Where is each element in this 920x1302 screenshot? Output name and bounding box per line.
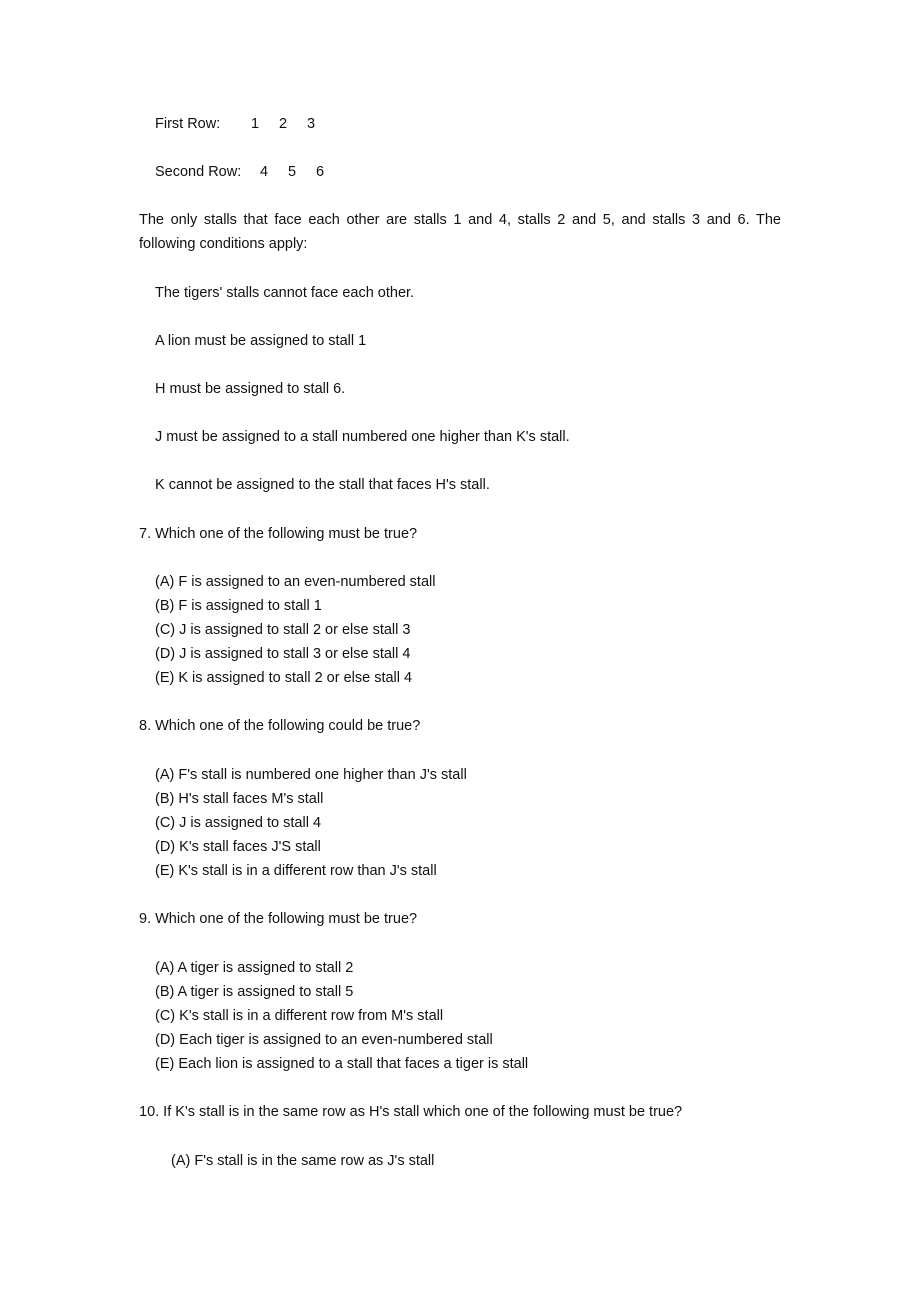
answer-option: (A) A tiger is assigned to stall 2 [155,960,354,976]
first-row-label: First Row: [155,116,221,132]
answer-option: (B) H's stall faces M's stall [155,791,324,807]
condition-item: The tigers' stalls cannot face each other. [155,285,415,301]
answer-option: (E) Each lion is assigned to a stall that faces a tiger is stall [155,1056,529,1072]
condition-item: J must be assigned to a stall numbered one higher than K's stall. [155,429,570,445]
stall-number: 1 [250,116,260,132]
question-text: 9. Which one of the following must be true? [139,911,418,927]
answer-option: (A) F's stall is in the same row as J's stall [171,1153,435,1169]
answer-option: (A) F is assigned to an even-numbered stall [155,574,436,590]
stall-number: 4 [259,164,269,180]
answer-option: (B) F is assigned to stall 1 [155,598,322,614]
question-text: 10. If K's stall is in the same row as H's stall which one of the following must be true? [139,1104,683,1120]
answer-option: (D) J is assigned to stall 3 or else stall 4 [155,646,411,662]
stall-number: 3 [306,116,316,132]
answer-option: (C) J is assigned to stall 4 [155,815,322,831]
condition-item: H must be assigned to stall 6. [155,381,346,397]
question-text: 7. Which one of the following must be true? [139,526,418,542]
answer-option: (C) K's stall is in a different row from M's stall [155,1008,444,1024]
condition-item: A lion must be assigned to stall 1 [155,333,367,349]
answer-option: (B) A tiger is assigned to stall 5 [155,984,354,1000]
answer-option: (A) F's stall is numbered one higher than J's stall [155,767,467,783]
answer-option: (E) K is assigned to stall 2 or else stall 4 [155,670,413,686]
second-row-line [155,160,334,184]
stall-number: 2 [278,116,288,132]
answer-option: (D) K's stall faces J'S stall [155,839,321,855]
answer-option: (E) K's stall is in a different row than J's stall [155,863,437,879]
stall-number: 6 [315,164,325,180]
answer-option: (D) Each tiger is assigned to an even-numbered stall [155,1032,493,1048]
answer-option: (C) J is assigned to stall 2 or else stall 3 [155,622,411,638]
condition-item: K cannot be assigned to the stall that faces H's stall. [155,477,490,493]
intro-paragraph: The only stalls that face each other are stalls 1 and 4, stalls 2 and 5, and stalls 3 and 6. The following conditions apply: [139,212,781,252]
stall-number: 5 [287,164,297,180]
question-text: 8. Which one of the following could be true? [139,718,421,734]
first-row-line [155,112,325,136]
second-row-label: Second Row: [155,164,242,180]
